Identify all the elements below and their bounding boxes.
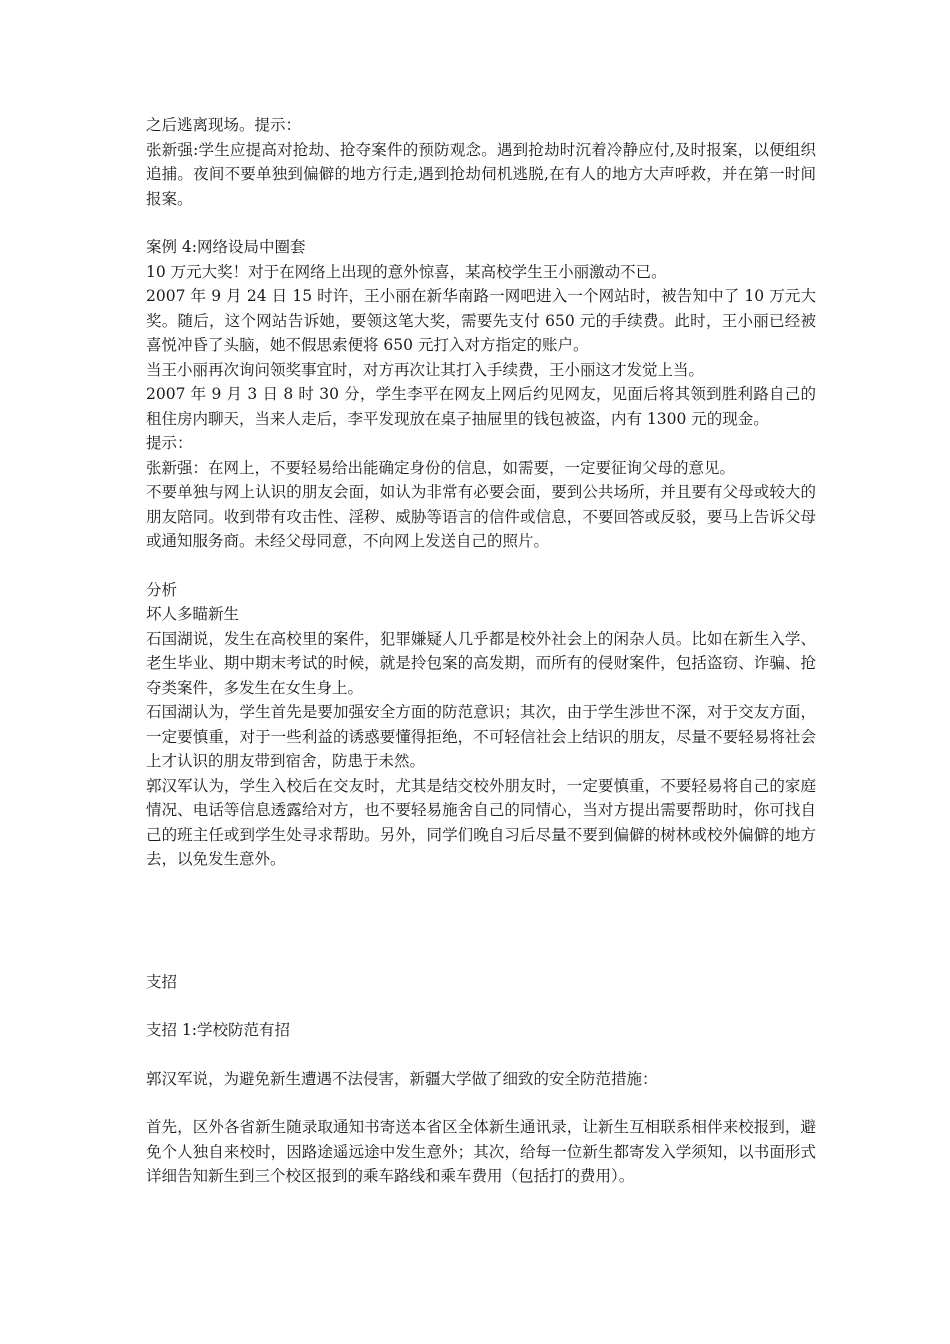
- tip1-heading: 支招 1:学校防范有招: [146, 1021, 291, 1039]
- spacer: [146, 872, 816, 970]
- case4-paragraph-5: 张新强：在网上，不要轻易给出能确定身份的信息，如需要，一定要征询父母的意见。: [146, 458, 736, 477]
- spacer: [146, 994, 816, 1018]
- paragraph-case3-end: 之后逃离现场。提示：: [146, 116, 302, 134]
- spacer: [146, 1091, 816, 1115]
- analysis-paragraph-2: 石国湖认为，学生首先是要加强安全方面的防范意识；其次，由于学生涉世不深，对于交友方面，一定要慎重，对于一些利益的诱惑要懂得拒绝，不可轻信社会上结识的朋友，尽量不要轻易将社会上才认识的朋友带到宿舍，防患于未然。: [146, 703, 816, 770]
- paragraph-case3-advice: 张新强:学生应提高对抢劫、抢夺案件的预防观念。遇到抢劫时沉着冷静应付,及时报案，以便组织追捕。夜间不要单独到偏僻的地方行走,遇到抢劫伺机逃脱,在有人的地方大声呼救，并在第一时间报案。: [146, 140, 816, 208]
- document-page: [146, 113, 816, 1189]
- analysis-paragraph-1: 石国湖说，发生在高校里的案件，犯罪嫌疑人几乎都是校外社会上的闲杂人员。比如在新生入学、老生毕业、期中期末考试的时候，就是拎包案的高发期，而所有的侵财案件，包括盗窃、诈骗、抢夺类案件，多发生在女生身上。: [146, 629, 816, 697]
- tip1-paragraph-1: 郭汉军说，为避免新生遭遇不法侵害，新疆大学做了细致的安全防范措施：: [146, 1069, 658, 1088]
- tip1-paragraph-2: 首先，区外各省新生随录取通知书寄送本省区全体新生通讯录，让新生互相联系相伴来校报到，避免个人独自来校时，因路途遥远途中发生意外；其次，给每一位新生都寄发入学须知，以书面形式详细告知新生到三个校区报到的乘车路线和乘车费用（包括打的费用）。: [146, 1118, 816, 1185]
- case4-heading: 案例 4:网络设局中圈套: [146, 238, 306, 256]
- case4-paragraph-2: 2007 年 9 月 24 日 15 时许，王小丽在新华南路一网吧进入一个网站时，被告知中了 10 万元大奖。随后，这个网站告诉她，要领这笔大奖，需要先支付 650 元的手续费。此时，王小丽已经被喜悦冲昏了头脑，她不假思索便将 650 元打入对方指定的账户。: [146, 287, 816, 354]
- case4-paragraph-4: 2007 年 9 月 3 日 8 时 30 分，学生李平在网友上网后约见网友，见面后将其领到胜利路自己的租住房内聊天，当来人走后，李平发现放在桌子抽屉里的钱包被盗，内有 1300 元的现金。: [146, 385, 816, 428]
- spacer: [146, 211, 816, 235]
- analysis-paragraph-3: 郭汉军认为，学生入校后在交友时，尤其是结交校外朋友时，一定要慎重，不要轻易将自己的家庭情况、电话等信息透露给对方，也不要轻易施舍自己的同情心，当对方提出需要帮助时，你可找自己的班主任或到学生处寻求帮助。另外，同学们晚自习后尽量不要到偏僻的树林或校外偏僻的地方去，以免发生意外。: [146, 776, 816, 868]
- analysis-heading: 分析: [146, 580, 178, 599]
- tips-heading: 支招: [146, 972, 178, 991]
- analysis-subheading: 坏人多瞄新生: [146, 605, 240, 623]
- spacer: [146, 1043, 816, 1067]
- case4-tip-label: 提示：: [146, 434, 193, 452]
- case4-paragraph-1: 10 万元大奖！对于在网络上出现的意外惊喜，某高校学生王小丽激动不已。: [146, 262, 667, 281]
- case4-paragraph-6: 不要单独与网上认识的朋友会面，如认为非常有必要会面，要到公共场所，并且要有父母或较大的朋友陪同。收到带有攻击性、淫秽、威胁等语言的信件或信息，不要回答或反驳，要马上告诉父母或通知服务商。未经父母同意，不向网上发送自己的照片。: [146, 483, 816, 550]
- spacer: [146, 554, 816, 578]
- case4-paragraph-3: 当王小丽再次询问领奖事宜时，对方再次让其打入手续费，王小丽这才发觉上当。: [146, 360, 705, 379]
